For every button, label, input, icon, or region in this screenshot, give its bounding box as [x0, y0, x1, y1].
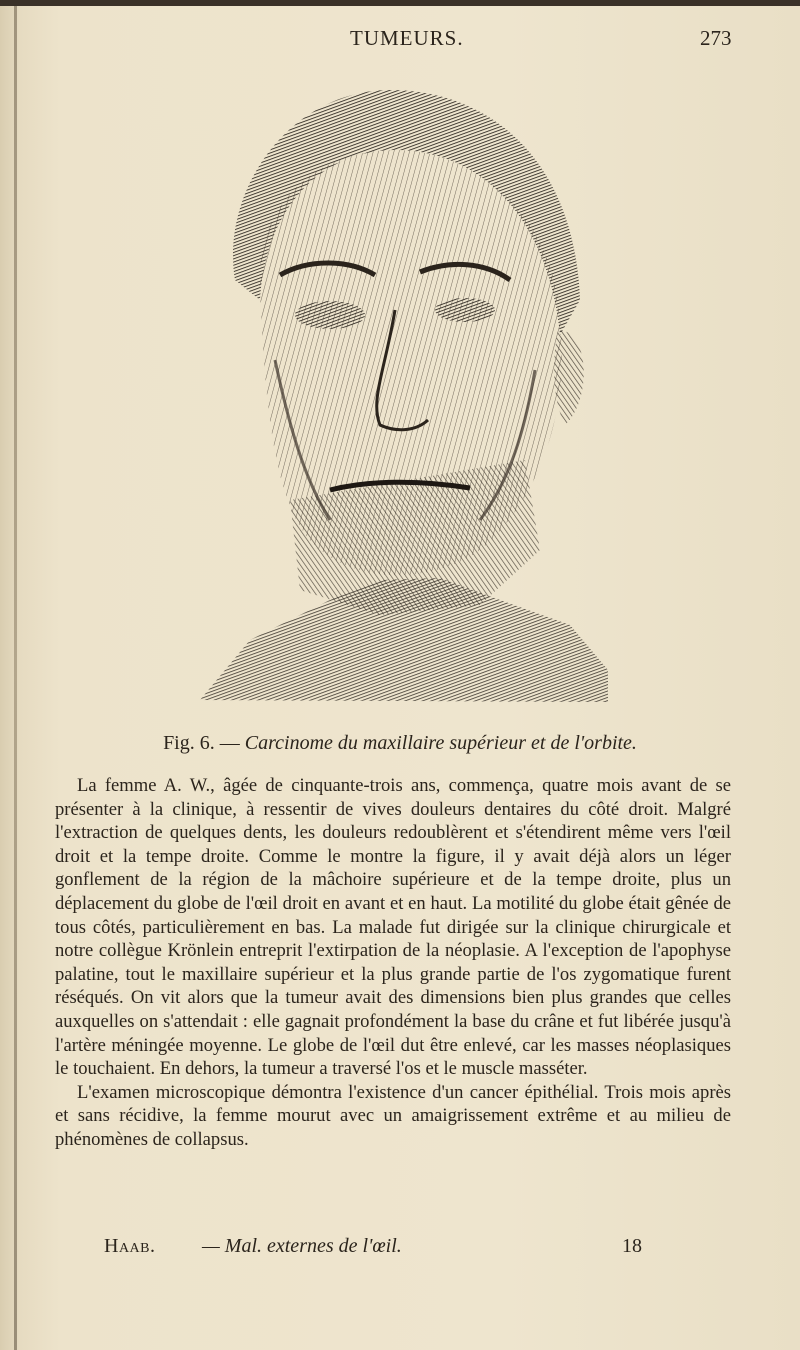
body-text — [55, 774, 731, 1152]
paragraph: La femme A. W., âgée de cinquante-trois ans, commença, quatre mois avant de se présenter à la clinique, à ressentir de vives douleurs dentaires du côté droit. Malgré l'extraction de quelques dents, les douleurs redoublèrent et s'étendirent même vers l'œil droit et la tempe droite. Comme le montre la figure, il y avait déjà alors un léger gonflement de la région de la mâchoire supérieure et de la tempe droite, plus un déplacement du globe de l'œil droit en avant et en haut. La motilité du globe était gênée de tous côtés, particulièrement en bas. La malade fut dirigée sur la clinique chirurgicale et notre collègue Krönlein entreprit l'extirpation de la néoplasie. A l'exception de l'apophyse palatine, tout le maxillaire supérieur et la plus grande partie de l'os zygomatique furent réséqués. On vit alors que la tumeur avait des dimensions bien plus grandes que celles auxquelles on s'attendait : elle gagnait profondément la base du crâne et fut libérée jusqu'à l'artère méningée moyenne. Le globe de l'œil dut être enlevé, car les masses néoplasiques le touchaient. En dehors, la tumeur a traversé l'os et le muscle masséter. — [55, 775, 731, 1080]
binding-gutter — [14, 6, 17, 1350]
running-head — [0, 26, 800, 52]
figure-title: Carcinome du maxillaire supérieur et de l'orbite. — [244, 732, 637, 754]
figure-label: Fig. 6. — — [163, 732, 240, 754]
signature-mark: 18 — [622, 1235, 642, 1257]
page-footer — [104, 1235, 664, 1263]
page-number: 273 — [700, 26, 732, 50]
figure-caption — [0, 732, 800, 755]
paragraph: L'examen microscopique démontra l'existence d'un cancer épithélial. Trois mois après et sans récidive, la femme mourut avec un amaigrissement extrême et au milieu de phénomènes de collapsus. — [55, 1081, 731, 1150]
footer-work-title: — Mal. externes de l'œil. — [202, 1235, 402, 1257]
running-title: TUMEURS. — [350, 26, 464, 50]
engraving-portrait — [180, 80, 620, 710]
top-border — [0, 0, 800, 6]
footer-author: Haab. — [104, 1235, 156, 1257]
